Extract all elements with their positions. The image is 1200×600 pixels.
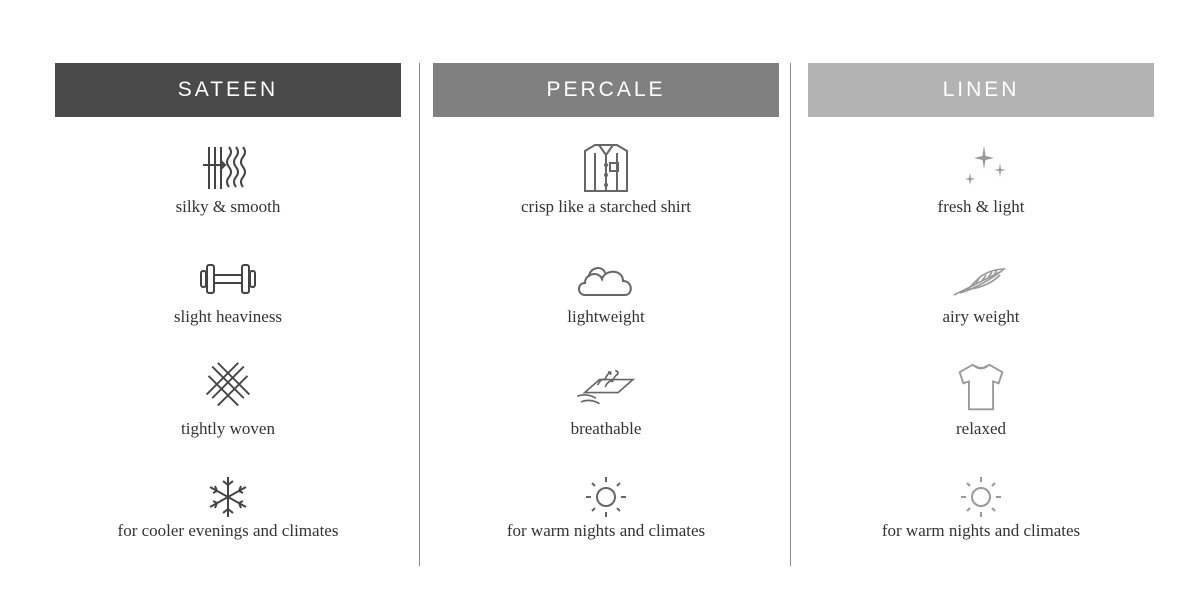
feature-label: airy weight xyxy=(942,307,1020,326)
feature-label: silky & smooth xyxy=(175,197,281,216)
feature-item xyxy=(55,471,401,541)
feature-label: relaxed xyxy=(955,419,1007,438)
feature-label: slight heaviness xyxy=(173,307,283,326)
tshirt-icon xyxy=(946,361,1016,417)
column-sateen xyxy=(55,63,401,563)
feature-item xyxy=(55,143,401,217)
sun-icon xyxy=(946,471,1016,519)
feature-item xyxy=(808,253,1154,327)
sun-icon xyxy=(571,471,641,519)
feature-label: crisp like a starched shirt xyxy=(521,197,691,216)
dumbbell-icon xyxy=(193,253,263,305)
column-header-percale: PERCALE xyxy=(433,63,779,117)
feature-item xyxy=(433,143,779,217)
feature-label: fresh & light xyxy=(937,197,1025,216)
breathable-fabric-icon xyxy=(571,361,641,417)
cloud-icon xyxy=(571,253,641,305)
sparkle-icon xyxy=(946,143,1016,195)
feature-item xyxy=(808,143,1154,217)
feature-label: breathable xyxy=(570,419,642,438)
column-linen xyxy=(808,63,1154,563)
feature-label: for warm nights and climates xyxy=(881,521,1081,540)
column-divider xyxy=(790,63,791,566)
feature-item xyxy=(808,361,1154,439)
smooth-fabric-icon xyxy=(193,143,263,195)
feature-label: for warm nights and climates xyxy=(506,521,706,540)
feature-item xyxy=(433,253,779,327)
woven-grid-icon xyxy=(193,361,263,417)
feather-icon xyxy=(946,253,1016,305)
feature-label: lightweight xyxy=(567,307,645,326)
feature-item xyxy=(55,253,401,327)
shirt-icon xyxy=(571,143,641,195)
feature-item xyxy=(433,471,779,541)
feature-item xyxy=(433,361,779,439)
feature-item xyxy=(55,361,401,439)
column-header-sateen: SATEEN xyxy=(55,63,401,117)
feature-item xyxy=(808,471,1154,541)
column-header-linen: LINEN xyxy=(808,63,1154,117)
snowflake-icon xyxy=(193,471,263,519)
feature-label: tightly woven xyxy=(181,419,275,438)
feature-label: for cooler evenings and climates xyxy=(117,521,339,540)
column-divider xyxy=(419,63,420,566)
column-percale xyxy=(433,63,779,563)
